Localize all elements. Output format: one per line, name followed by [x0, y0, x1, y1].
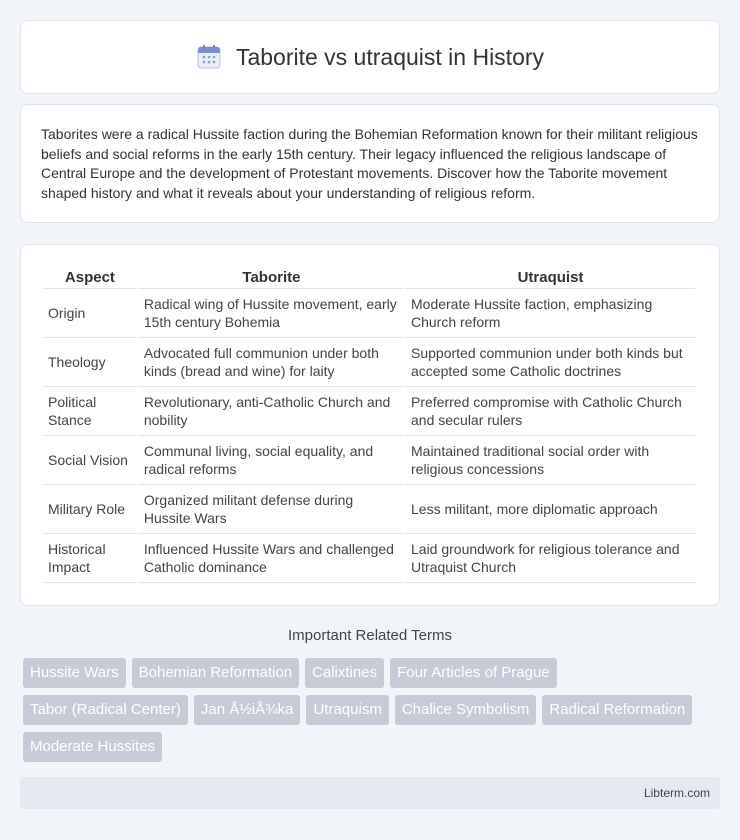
column-header-aspect: Aspect [43, 267, 137, 289]
calendar-icon [196, 44, 222, 70]
table-row [43, 485, 695, 534]
header [196, 44, 544, 71]
related-term-tag[interactable]: Tabor (Radical Center) [23, 695, 188, 725]
table-cell-taborite: Communal living, social equality, and radical reforms [139, 436, 404, 485]
table-cell-aspect: Social Vision [43, 436, 137, 485]
footer-site-link[interactable]: Libterm.com [643, 786, 710, 800]
table-cell-taborite: Organized militant defense during Hussite Wars [139, 485, 404, 534]
related-terms-list [23, 658, 713, 762]
related-term-tag[interactable]: Four Articles of Prague [390, 658, 557, 688]
header-card [20, 20, 720, 94]
footer [20, 777, 720, 809]
table-row [43, 436, 695, 485]
related-terms-title: Important Related Terms [288, 627, 452, 644]
table-cell-taborite: Advocated full communion under both kinds (bread and wine) for laity [139, 338, 404, 387]
table-cell-utraquist: Less militant, more diplomatic approach [406, 485, 695, 534]
table-cell-utraquist: Laid groundwork for religious tolerance and Utraquist Church [406, 534, 695, 583]
related-term-tag[interactable]: Chalice Symbolism [395, 695, 537, 725]
table-row [43, 338, 695, 387]
related-term-tag[interactable]: Hussite Wars [23, 658, 126, 688]
comparison-table [41, 267, 697, 583]
related-term-tag[interactable]: Jan Å½iÅ¾ka [194, 695, 301, 725]
related-term-tag[interactable]: Utraquism [306, 695, 388, 725]
table-cell-taborite: Influenced Hussite Wars and challenged Catholic dominance [139, 534, 404, 583]
table-cell-utraquist: Moderate Hussite faction, emphasizing Church reform [406, 289, 695, 338]
table-cell-utraquist: Maintained traditional social order with religious concessions [406, 436, 695, 485]
table-row [43, 534, 695, 583]
related-term-tag[interactable]: Radical Reformation [542, 695, 692, 725]
table-row [43, 387, 695, 436]
table-cell-aspect: Theology [43, 338, 137, 387]
column-header-taborite: Taborite [139, 267, 404, 289]
related-term-tag[interactable]: Bohemian Reformation [132, 658, 299, 688]
table-cell-aspect: Historical Impact [43, 534, 137, 583]
table-cell-utraquist: Preferred compromise with Catholic Church and secular rulers [406, 387, 695, 436]
table-row [43, 289, 695, 338]
table-cell-aspect: Political Stance [43, 387, 137, 436]
intro-text: Taborites were a radical Hussite faction during the Bohemian Reformation known for their militant religious beliefs and social reforms in the early 15th century. Their legacy influenced the religious landscape of Central Europe and the development of Protestant movements. Discover how the Taborite movement shaped history and what it reveals about your understanding of religious reform. [41, 126, 698, 201]
table-cell-utraquist: Supported communion under both kinds but accepted some Catholic doctrines [406, 338, 695, 387]
related-term-tag[interactable]: Calixtines [305, 658, 384, 688]
intro-card [20, 104, 720, 223]
comparison-table-card [20, 244, 720, 606]
page-title: Taborite vs utraquist in History [235, 43, 545, 70]
table-header-row [43, 267, 695, 289]
table-cell-taborite: Radical wing of Hussite movement, early 15th century Bohemia [139, 289, 404, 338]
column-header-utraquist: Utraquist [406, 267, 695, 289]
table-cell-taborite: Revolutionary, anti-Catholic Church and nobility [139, 387, 404, 436]
table-cell-aspect: Military Role [43, 485, 137, 534]
table-cell-aspect: Origin [43, 289, 137, 338]
related-term-tag[interactable]: Moderate Hussites [23, 732, 162, 762]
